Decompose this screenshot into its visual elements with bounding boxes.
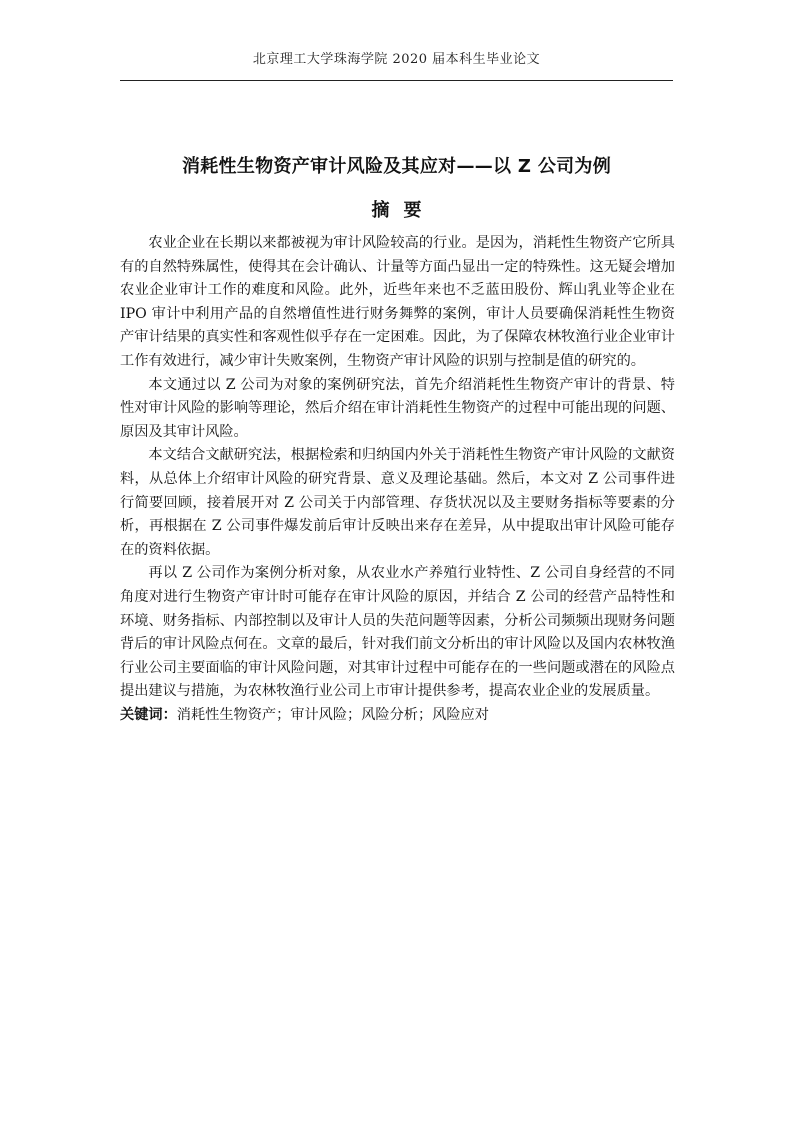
header-rule [120,80,673,81]
abstract-heading: 摘要 [371,200,436,221]
abstract-paragraph-1: 农业企业在长期以来都被视为审计风险较高的行业。是因为，消耗性生物资产它所具有的自然特殊属性，使得其在会计确认、计量等方面凸显出一定的特殊性。这无疑会增加农业企业审计工作的难度和风险。此外，近些年来也不乏蓝田股份、辉山乳业等企业在 IPO 审计中利用产品的自然增值性进行财务舞弊的案例，审计人员要确保消耗性生物资产审计结果的真实性和客观性似乎存在一定困难。因此，为了保障农林牧渔行业企业审计工作有效进行，减少审计失败案例，生物资产审计风险的识别与控制是值的研究的。 [120,235,675,369]
abstract-paragraph-4: 再以 Z 公司作为案例分析对象，从农业水产养殖行业特性、Z 公司自身经营的不同角度对进行生物资产审计时可能存在审计风险的原因，并结合 Z 公司的经营产品特性和环境、财务指标、内部控制以及审计人员的失范问题等因素，分析公司频频出现财务问题背后的审计风险点何在。文章的最后，针对我们前文分析出的审计风险以及国内农林牧渔行业公司主要面临的审计风险问题，对其审计过程中可能存在的一些问题或潜在的风险点提出建议与措施，为农林牧渔行业公司上市审计提供参考，提高农业企业的发展质量。 [120,565,675,700]
keywords-line [120,704,675,728]
keywords-text: 消耗性生物资产；审计风险；风险分析；风险应对 [176,706,489,723]
thesis-title: 消耗性生物资产审计风险及其应对——以 Z 公司为例 [181,156,612,177]
abstract-paragraph-3: 本文结合文献研究法，根据检索和归纳国内外关于消耗性生物资产审计风险的文献资料，从总体上介绍审计风险的研究背景、意义及理论基础。然后，本文对 Z 公司事件进行简要回顾，接着展开对 Z 公司关于内部管理、存货状况以及主要财务指标等要素的分析，再根据在 Z 公司事件爆发前后审计反映出来存在差异，从中提取出审计风险可能存在的资料依据。 [120,447,675,558]
abstract-body [120,232,675,727]
page-header: 北京理工大学珠海学院 2020 届本科生毕业论文 [252,52,541,67]
keywords-label: 关键词： [120,706,177,723]
abstract-paragraph-2: 本文通过以 Z 公司为对象的案例研究法，首先介绍消耗性生物资产审计的背景、特性对审计风险的影响等理论，然后介绍在审计消耗性生物资产的过程中可能出现的问题、原因及其审计风险。 [120,376,675,440]
